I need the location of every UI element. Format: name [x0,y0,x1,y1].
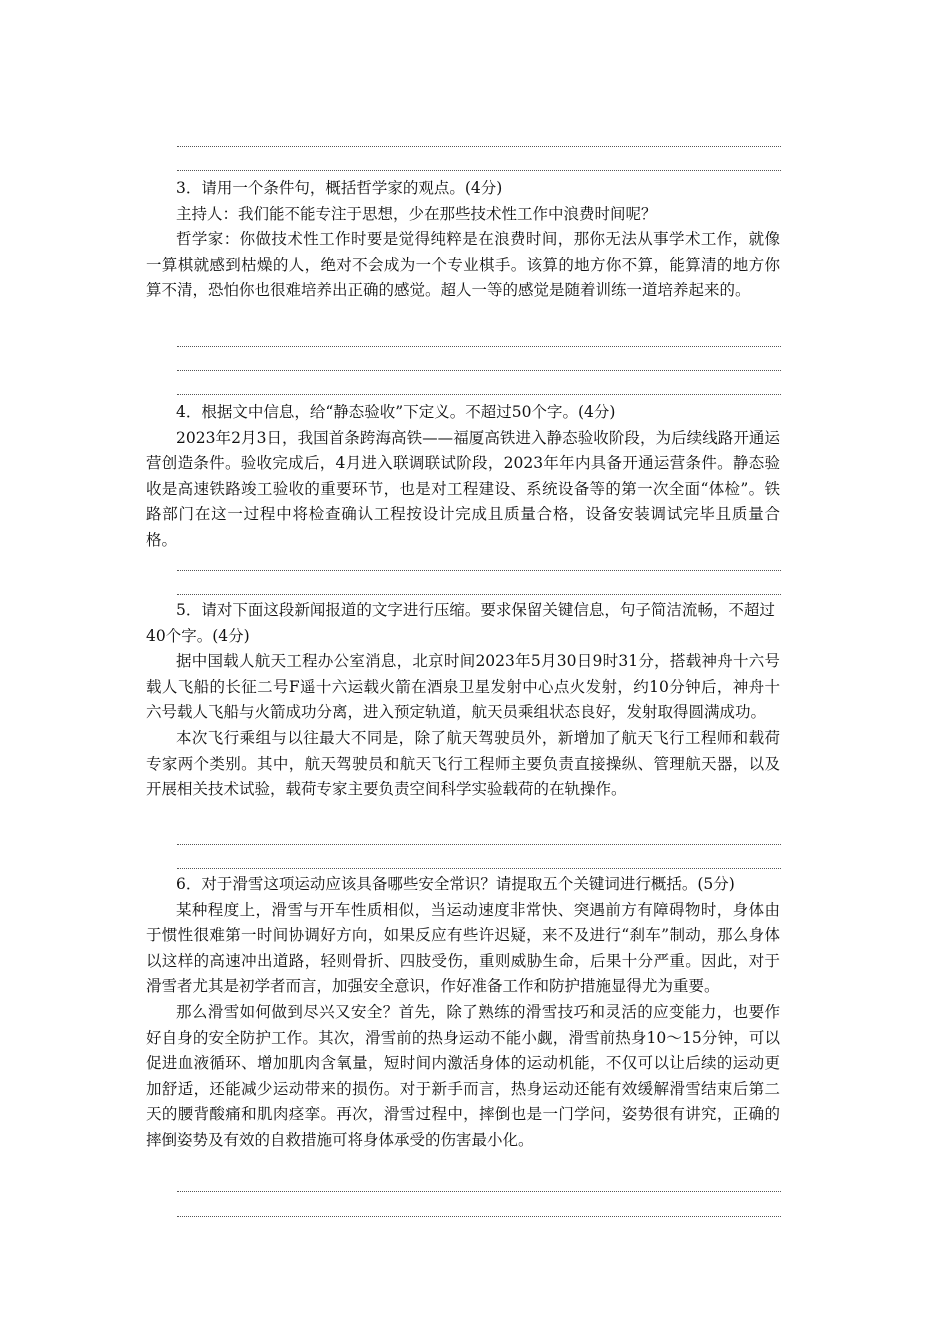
question-paragraph: 某种程度上，滑雪与开车性质相似，当运动速度非常快、突遇前方有障碍物时，身体由于惯性很难第一时间协调好方向，如果反应有些许迟疑，来不及进行“刹车”制动，那么身体以这样的高速冲出道路，轻则骨折、四肢受伤，重则威胁生命，后果十分严重。因此，对于滑雪者尤其是初学者而言，加强安全意识，作好准备工作和防护措施显得尤为重要。 [146,900,780,996]
question-prompt: 4．根据文中信息，给“静态验收”下定义。不超过50个字。(4分) [176,403,616,421]
answer-line [177,868,781,869]
answer-line [177,594,781,595]
answer-line [177,170,781,171]
question-paragraph: 据中国载人航天工程办公室消息，北京时间2023年5月30日9时31分，搭载神舟十六号载人飞船的长征二号F遥十六运载火箭在酒泉卫星发射中心点火发射，约10分钟后，神舟十六号载人飞船与火箭成功分离，进入预定轨道，航天员乘组状态良好，发射取得圆满成功。 [146,652,780,722]
answer-line [177,370,781,371]
answer-line [177,394,781,395]
question-6 [146,872,780,1154]
answer-line [177,1191,781,1192]
answer-line [177,146,781,147]
question-paragraph: 2023年2月3日，我国首条跨海高铁——福厦高铁进入静态验收阶段，为后续线路开通运营创造条件。验收完成后，4月进入联调联试阶段，2023年年内具备开通运营条件。静态验收是高速铁路竣工验收的重要环节，也是对工程建设、系统设备等的第一次全面“体检”。铁路部门在这一过程中将检查确认工程按设计完成且质量合格，设备安装调试完毕且质量合格。 [146,428,780,549]
question-paragraph: 主持人：我们能不能专注于思想，少在那些技术性工作中浪费时间呢？ [176,204,657,223]
question-prompt: 3．请用一个条件句，概括哲学家的观点。(4分) [176,179,503,197]
answer-line [177,1216,781,1217]
question-4 [146,400,780,554]
question-paragraph: 哲学家：你做技术性工作时要是觉得纯粹是在浪费时间，那你无法从事学术工作，就像一算棋就感到枯燥的人，绝对不会成为一个专业棋手。该算的地方你不算，能算清的地方你算不清，恐怕你也很难培养出正确的感觉。超人一等的感觉是随着训练一道培养起来的。 [146,230,780,300]
question-3 [146,176,780,304]
answer-line [177,570,781,571]
question-prompt: 6．对于滑雪这项运动应该具备哪些安全常识？请提取五个关键词进行概括。(5分) [176,875,735,893]
answer-line [177,346,781,347]
answer-line [177,844,781,845]
question-paragraph: 那么滑雪如何做到尽兴又安全？首先，除了熟练的滑雪技巧和灵活的应变能力，也要作好自身的安全防护工作。其次，滑雪前的热身运动不能小觑，滑雪前热身10～15分钟，可以促进血液循环、增加肌肉含氧量，短时间内激活身体的运动机能，不仅可以让后续的运动更加舒适，还能减少运动带来的损伤。对于新手而言，热身运动还能有效缓解滑雪结束后第二天的腰背酸痛和肌肉痉挛。再次，滑雪过程中，摔倒也是一门学问，姿势很有讲究，正确的摔倒姿势及有效的自救措施可将身体承受的伤害最小化。 [146,1002,780,1149]
question-paragraph: 本次飞行乘组与以往最大不同是，除了航天驾驶员外，新增加了航天飞行工程师和载荷专家两个类别。其中，航天驾驶员和航天飞行工程师主要负责直接操纵、管理航天器，以及开展相关技术试验，载荷专家主要负责空间科学实验载荷的在轨操作。 [146,728,780,799]
question-prompt: 5．请对下面这段新闻报道的文字进行压缩。要求保留关键信息，句子简洁流畅，不超过40个字。(4分) [146,601,775,645]
question-5 [146,598,780,803]
